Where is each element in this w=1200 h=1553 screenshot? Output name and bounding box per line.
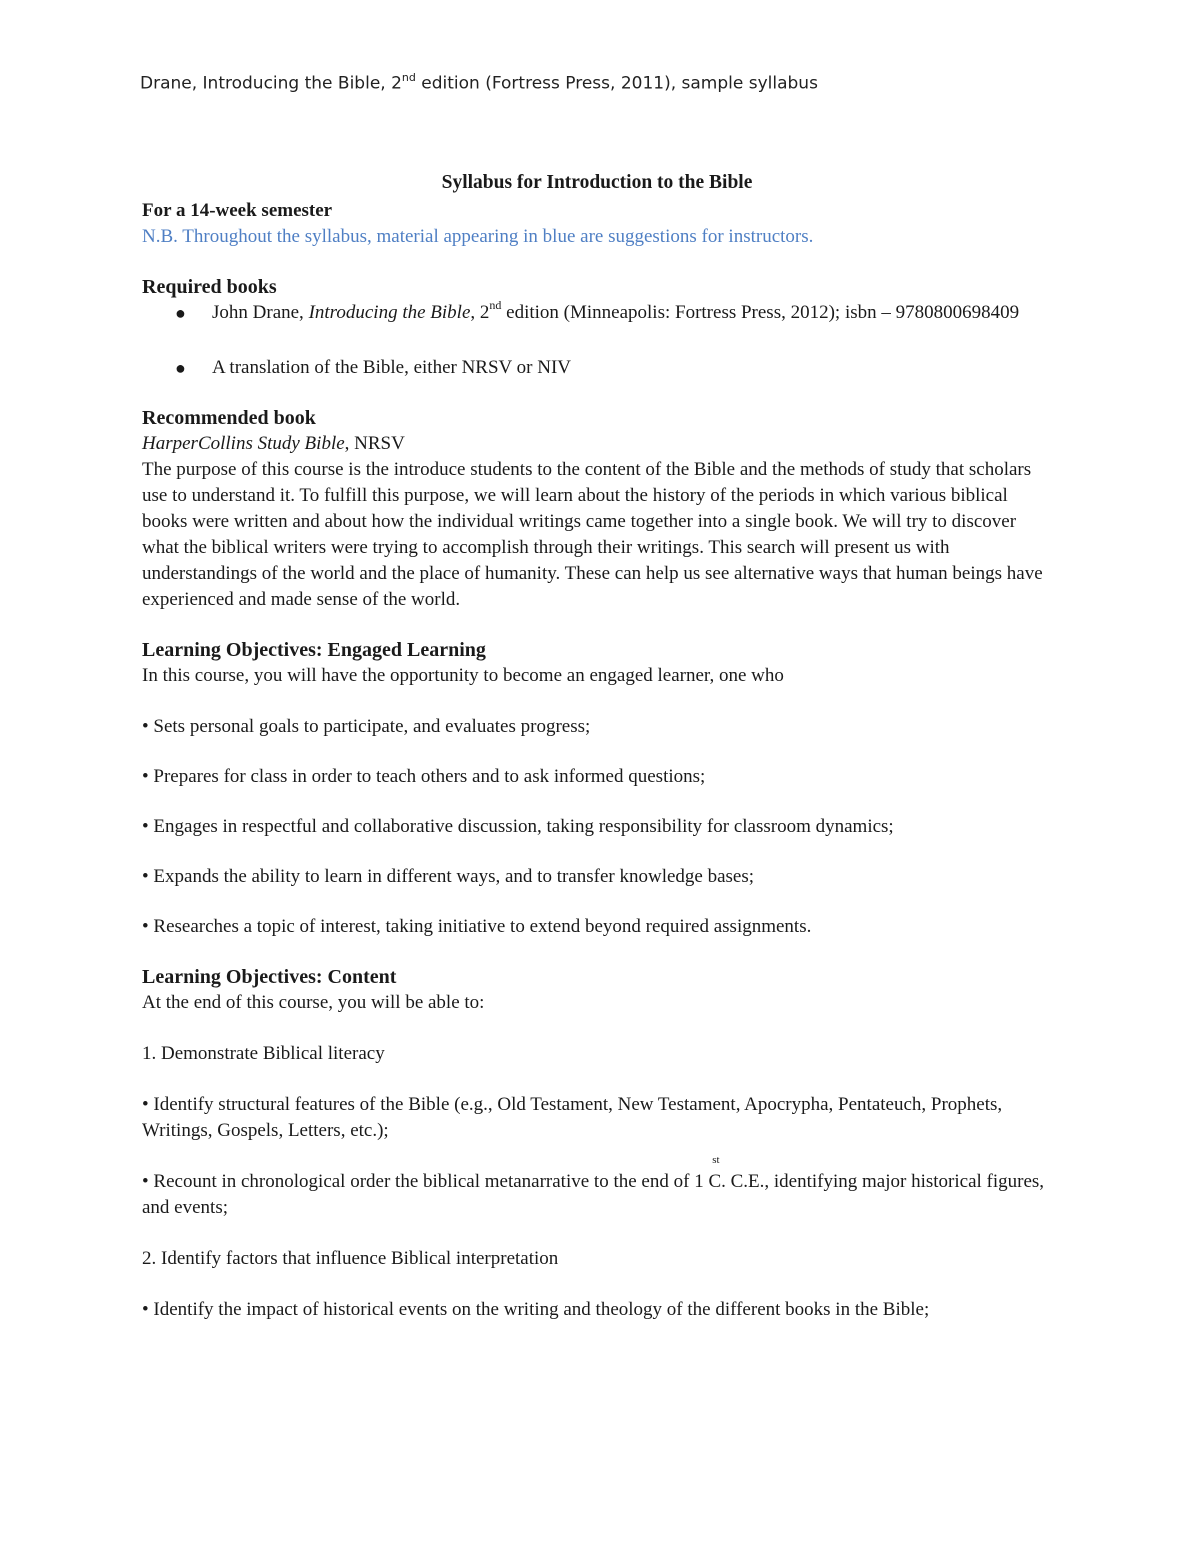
century-number xyxy=(694,1154,720,1192)
document-body xyxy=(142,170,1052,1323)
header-text: Drane, Introducing the Bible, 2 xyxy=(140,73,402,94)
header-superscript: nd xyxy=(401,71,416,84)
edition-superscript: nd xyxy=(489,297,502,312)
header-text-rest: edition (Fortress Press, 2011), sample syllabus xyxy=(415,73,818,94)
list-item: • Identify the impact of historical events on the writing and theology of the different books in the Bible; xyxy=(142,1299,930,1320)
book-publication: edition (Minneapolis: Fortress Press, 2012); isbn – 9780800698409 xyxy=(501,302,1020,323)
section-heading-recommended: Recommended book xyxy=(142,407,316,429)
document-title: Syllabus for Introduction to the Bible xyxy=(441,172,753,193)
century-digit: 1 xyxy=(694,1171,704,1192)
list-item: • Expands the ability to learn in different ways, and to transfer knowledge bases; xyxy=(142,866,755,887)
content-intro: At the end of this course, you will be able to: xyxy=(142,992,485,1013)
course-purpose: The purpose of this course is the introduce students to the content of the Bible and the methods of study that scholars use to understand it. To fulfill this purpose, we will learn about the history of the periods in which various biblical books were written and about how the individual writings came together into a single book. We will try to discover what the biblical writers were trying to accomplish through their writings. This search will present us with understandings of the world and the place of humanity. These can help us see alternative ways that human beings have experienced and made sense of the world. xyxy=(142,459,1043,610)
list-item-text-rest: C. C.E., identifying major historical figures, and events; xyxy=(142,1171,1045,1218)
section-heading-content: Learning Objectives: Content xyxy=(142,966,397,988)
recommended-book-title: HarperCollins Study Bible xyxy=(142,433,345,454)
section-heading-required: Required books xyxy=(142,276,277,298)
recommended-book xyxy=(142,431,1052,457)
recommended-book-suffix: , NRSV xyxy=(344,433,405,454)
book-title: Introducing the Bible xyxy=(308,302,471,323)
objective-2: 2. Identify factors that influence Biblical interpretation xyxy=(142,1248,559,1269)
list-item-text: • Recount in chronological order the biblical metanarrative to the end of xyxy=(142,1171,695,1192)
list-item xyxy=(142,355,1052,381)
required-books-list xyxy=(142,297,1052,381)
document-subtitle: For a 14-week semester xyxy=(142,200,333,221)
list-item: • Prepares for class in order to teach others and to ask informed questions; xyxy=(142,766,706,787)
engaged-intro: In this course, you will have the opportunity to become an engaged learner, one who xyxy=(142,665,784,686)
bible-translation: A translation of the Bible, either NRSV or NIV xyxy=(212,357,572,378)
list-item: • Sets personal goals to participate, and evaluates progress; xyxy=(142,716,591,737)
century-superscript: st xyxy=(712,1154,720,1166)
list-item: • Researches a topic of interest, taking initiative to extend beyond required assignments. xyxy=(142,916,812,937)
list-item: • Identify structural features of the Bible (e.g., Old Testament, New Testament, Apocrypha, Pentateuch, Prophets, Writings, Gospels, Letters, etc.); xyxy=(142,1094,1003,1141)
objective-1: 1. Demonstrate Biblical literacy xyxy=(142,1043,385,1064)
list-item xyxy=(142,1154,1052,1221)
list-item xyxy=(142,297,1052,326)
book-edition: , 2 xyxy=(470,302,490,323)
bullet-icon: ● xyxy=(175,358,186,378)
bullet-icon: ● xyxy=(175,303,186,323)
instructor-note: N.B. Throughout the syllabus, material appearing in blue are suggestions for instructors. xyxy=(142,226,814,247)
book-author: John Drane, xyxy=(212,302,309,323)
section-heading-engaged: Learning Objectives: Engaged Learning xyxy=(142,639,486,661)
list-item: • Engages in respectful and collaborative discussion, taking responsibility for classroom dynamics; xyxy=(142,816,894,837)
running-header xyxy=(140,72,818,94)
